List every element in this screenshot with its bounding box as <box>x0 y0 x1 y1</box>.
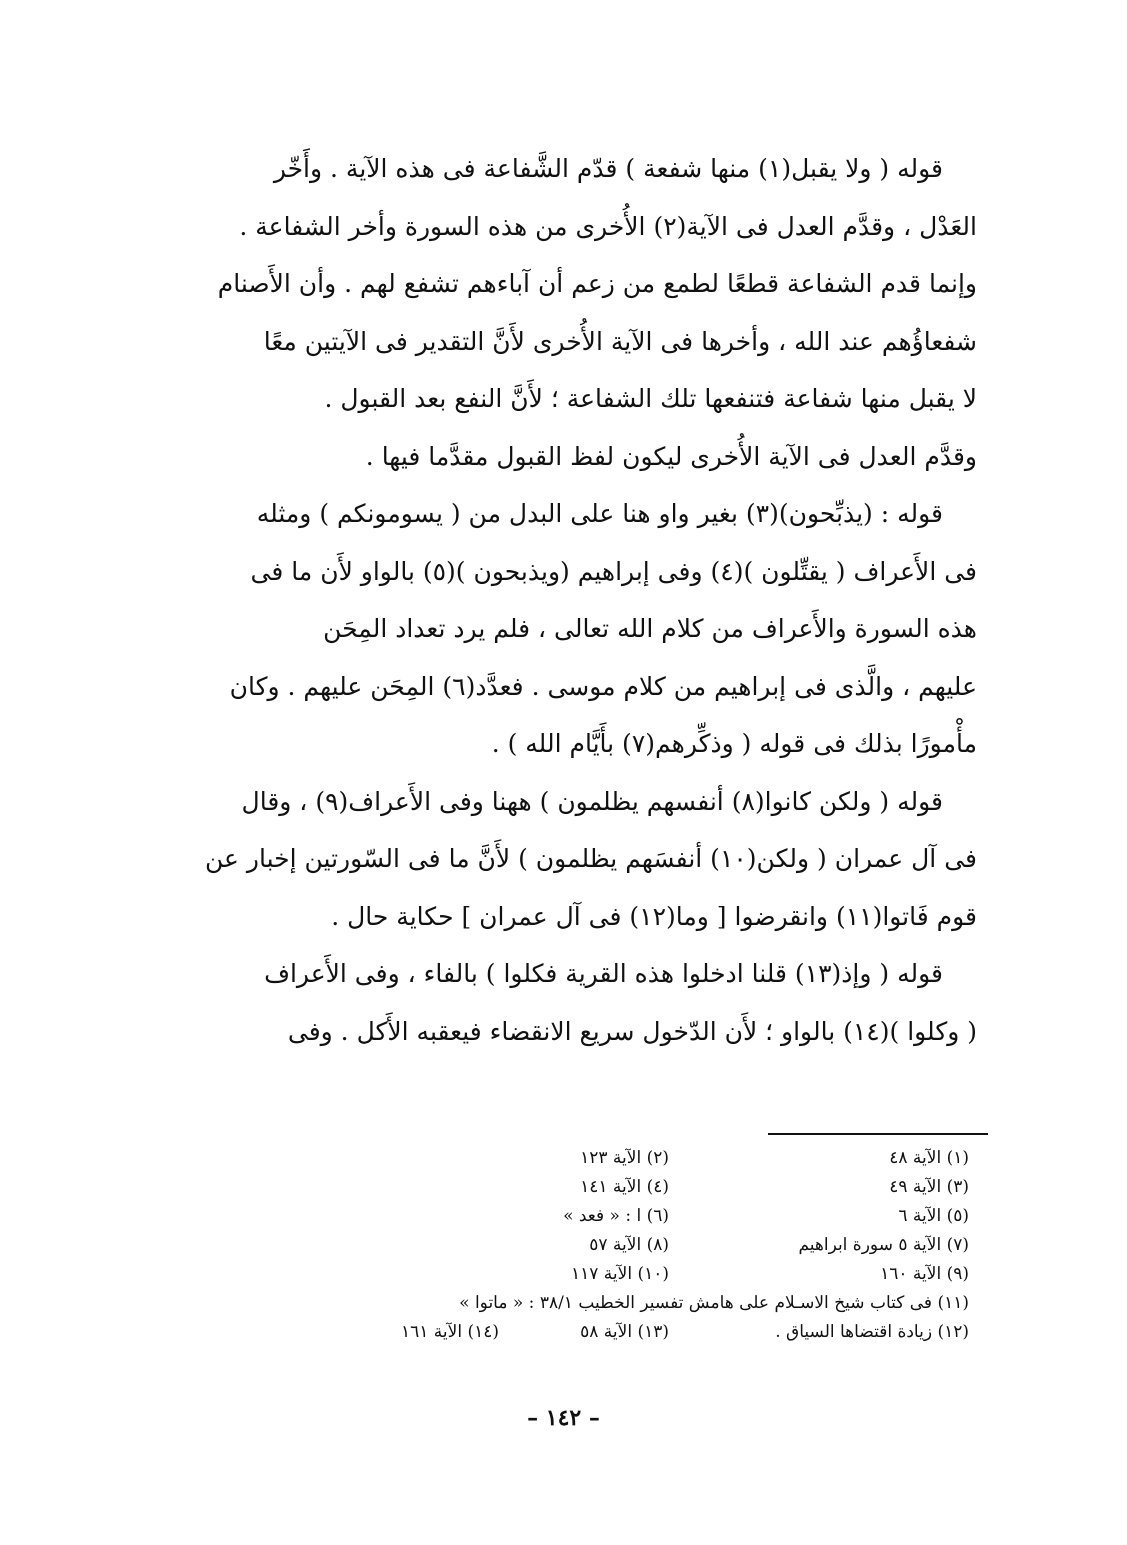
footnote-3: (٣) الآية ٤٩ <box>889 1177 969 1197</box>
footnote-row <box>149 1173 969 1202</box>
footnotes <box>149 1144 969 1347</box>
page-number: – ١٤٢ – <box>527 1405 600 1431</box>
footnote-1: (١) الآية ٤٨ <box>889 1148 969 1168</box>
footnote-12: (١٢) زيادة اقتضاها السياق . <box>775 1322 969 1342</box>
footnote-4: (٤) الآية ١٤١ <box>580 1177 669 1197</box>
footnote-row <box>149 1231 969 1260</box>
footnote-row <box>149 1260 969 1289</box>
footnote-5: (٥) الآية ٦ <box>898 1206 969 1226</box>
footnote-14: (١٤) الآية ١٦١ <box>400 1322 499 1342</box>
footnote-10: (١٠) الآية ١١٧ <box>570 1264 669 1284</box>
footnote-7: (٧) الآية ٥ سورة ابراهيم <box>798 1235 969 1255</box>
main-text <box>147 140 977 1060</box>
paragraph-2: قوله : (يذبِّحون)(٣) بغير واو هنا على البدل من ( يسومونكم ) ومثله فى الأَعراف ( يقتِّلون )(٤) وفى إبراهيم (ويذبحون )(٥) بالواو لأَن ما فى هذه السورة والأَعراف من كلام الله تعالى ، فلم يرد تعداد المِحَن عليهم ، والَّذى فى إبراهيم من كلام موسى . فعدَّد(٦) المِحَن عليهم . وكان مأْمورًا بذلك فى قوله ( وذكِّرهم(٧) بأَيَّام الله ) . <box>229 499 977 758</box>
footnote-separator <box>768 1133 988 1135</box>
footnote-8: (٨) الآية ٥٧ <box>589 1235 669 1255</box>
footnote-row <box>149 1144 969 1173</box>
paragraph-3: قوله ( ولكن كانوا(٨) أنفسهم يظلمون ) ههنا وفى الأَعراف(٩) ، وقال فى آل عمران ( ولكن(١٠) أنفسَهم يظلمون ) لأَنَّ ما فى السّورتين إخبار عن قوم فَاتوا(١١) وانقرضوا [ وما(١٢) فى آل عمران ] حكاية حال . <box>205 786 977 931</box>
footnote-row <box>149 1202 969 1231</box>
footnote-13: (١٣) الآية ٥٨ <box>580 1322 669 1342</box>
footnote-6: (٦) ا : « فعد » <box>563 1206 669 1226</box>
footnote-row <box>149 1318 969 1347</box>
footnote-2: (٢) الآية ١٢٣ <box>580 1148 669 1168</box>
footnote-11: (١١) فى كتاب شيخ الاسـلام على هامش تفسير الخطيب ٣٨/١ : « ماتوا » <box>459 1293 969 1313</box>
footnote-9: (٩) الآية ١٦٠ <box>880 1264 969 1284</box>
paragraph-1: قوله ( ولا يقبل(١) منها شفعة ) قدّم الشَّفاعة فى هذه الآية . وأَخّر العَدْل ، وقدَّم العدل فى الآية(٢) الأُخرى من هذه السورة وأخر الشفاعة . وإنما قدم الشفاعة قطعًا لطمع من زعم أن آباءهم تشفع لهم . وأن الأَصنام شفعاؤُهم عند الله ، وأخرها فى الآية الأُخرى لأَنَّ التقدير فى الآيتين معًا لا يقبل منها شفاعة فتنفعها تلك الشفاعة ؛ لأَنَّ النفع بعد القبول . وقدَّم العدل فى الآية الأُخرى ليكون لفظ القبول مقدَّما فيها . <box>217 154 977 471</box>
paragraph-4: قوله ( وإذ(١٣) قلنا ادخلوا هذه القرية فكلوا ) بالفاء ، وفى الأَعراف ( وكلوا )(١٤) بالواو ؛ لأَن الدّخول سريع الانقضاء فيعقبه الأَكل . وفى <box>264 959 977 1046</box>
